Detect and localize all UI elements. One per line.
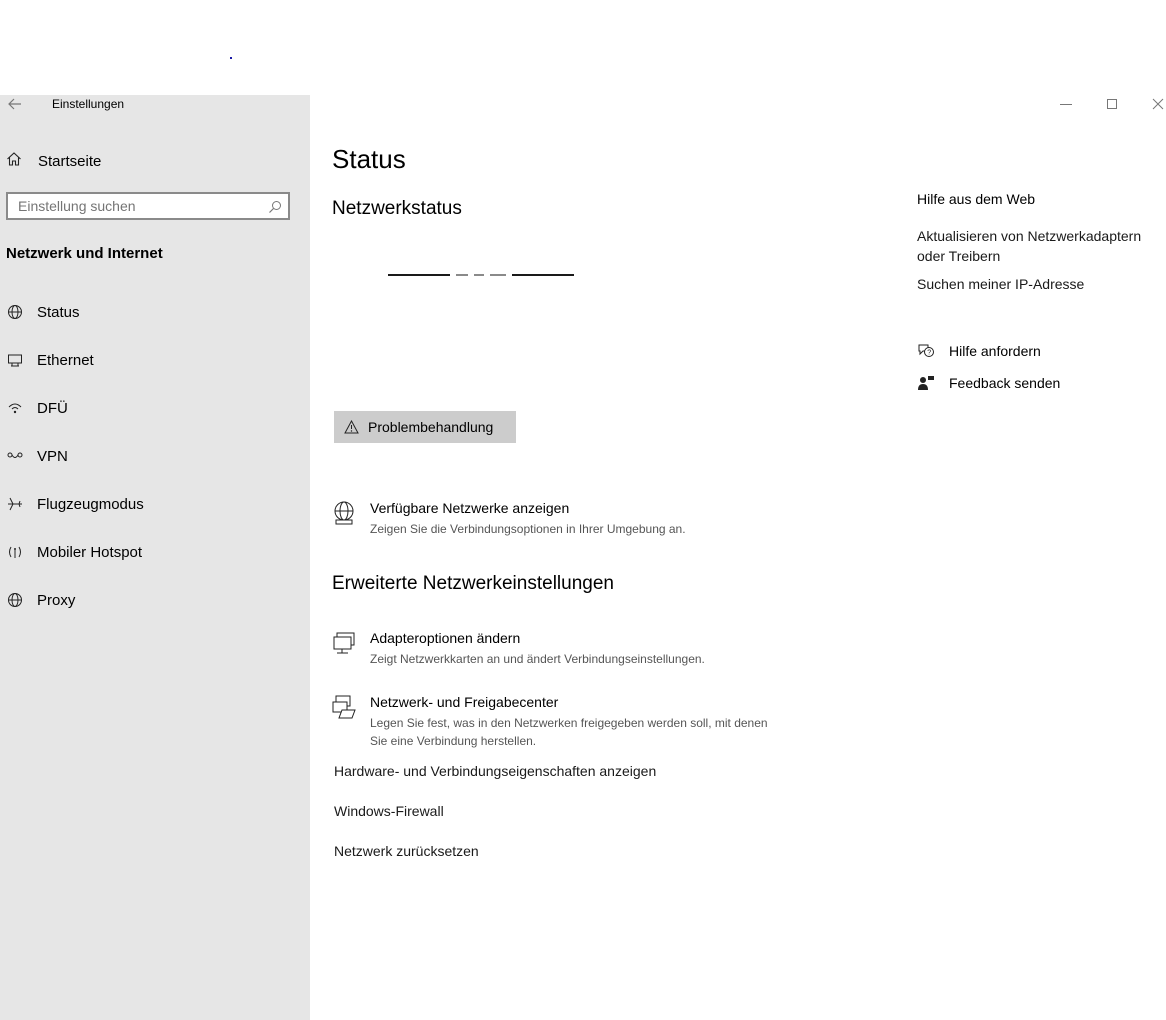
available-networks-option[interactable] — [332, 500, 782, 540]
home-icon — [6, 151, 22, 172]
search-box[interactable] — [6, 192, 290, 220]
help-heading: Hilfe aus dem Web — [917, 191, 1036, 207]
svg-text:?: ? — [927, 349, 932, 357]
sidebar-item-label: VPN — [37, 447, 68, 465]
sidebar-item-status[interactable] — [6, 300, 306, 324]
option-title: Adapteroptionen ändern — [370, 630, 521, 646]
network-reset-link[interactable]: Netzwerk zurücksetzen — [334, 843, 479, 859]
connection-dash — [490, 274, 506, 276]
sidebar-item-vpn[interactable] — [6, 444, 306, 468]
vpn-icon — [6, 447, 24, 465]
cursor-dot — [230, 57, 232, 59]
sidebar-item-label: Status — [37, 303, 80, 321]
sharing-center-option[interactable] — [332, 694, 782, 750]
adapter-options-option[interactable] — [332, 630, 782, 670]
page-title: Status — [332, 144, 406, 174]
home-nav[interactable] — [6, 150, 101, 172]
desktop-band — [0, 0, 1166, 95]
help-link-update-adapters[interactable]: Aktualisieren von Netzwerkadaptern oder Treibern — [917, 228, 1142, 264]
sidebar-item-airplane[interactable] — [6, 492, 306, 516]
feedback-label: Feedback senden — [949, 375, 1061, 391]
connection-line-left — [388, 274, 450, 276]
advanced-heading: Erweiterte Netzwerkeinstellungen — [332, 573, 614, 594]
feedback-icon — [917, 375, 935, 391]
sidebar-item-label: DFÜ — [37, 399, 68, 417]
warning-icon — [344, 420, 359, 434]
hardware-properties-link[interactable]: Hardware- und Verbindungseigenschaften anzeigen — [334, 763, 657, 779]
sidebar-item-hotspot[interactable] — [6, 540, 306, 564]
feedback-link[interactable] — [917, 373, 1060, 393]
windows-firewall-link[interactable]: Windows-Firewall — [334, 803, 444, 819]
sidebar-item-label: Proxy — [37, 591, 76, 609]
globe-icon — [6, 591, 24, 609]
section-title: Netzwerk und Internet — [6, 245, 163, 262]
sidebar-item-dfu[interactable] — [6, 396, 306, 420]
airplane-icon — [6, 495, 24, 513]
get-help-label: Hilfe anfordern — [949, 343, 1041, 359]
minimize-icon[interactable] — [1056, 96, 1076, 112]
search-input[interactable] — [18, 198, 258, 214]
back-arrow-icon[interactable] — [6, 96, 24, 112]
home-label: Startseite — [38, 152, 102, 170]
sidebar-item-ethernet[interactable] — [6, 348, 306, 372]
connection-dash — [456, 274, 468, 276]
globe-status-icon — [6, 303, 24, 321]
troubleshoot-button[interactable] — [334, 411, 516, 443]
sidebar-item-proxy[interactable] — [6, 588, 306, 612]
sidebar-item-label: Ethernet — [37, 351, 94, 369]
option-desc: Zeigen Sie die Verbindungsoptionen in Ihrer Umgebung an. — [370, 522, 686, 536]
get-help-link[interactable] — [917, 341, 1041, 361]
dialup-icon — [6, 399, 24, 417]
option-title: Netzwerk- und Freigabecenter — [370, 694, 559, 710]
app-title: Einstellungen — [52, 97, 125, 111]
hotspot-icon — [6, 543, 24, 561]
option-desc: Zeigt Netzwerkkarten an und ändert Verbindungseinstellungen. — [370, 652, 705, 666]
help-link-find-ip[interactable]: Suchen meiner IP-Adresse — [917, 276, 1085, 292]
search-icon[interactable] — [268, 200, 282, 219]
adapter-icon — [332, 630, 358, 656]
connection-line-right — [512, 274, 574, 276]
troubleshoot-label: Problembehandlung — [368, 419, 494, 435]
network-globe-icon — [332, 500, 358, 526]
ethernet-icon — [6, 351, 24, 369]
option-title: Verfügbare Netzwerke anzeigen — [370, 500, 570, 516]
maximize-icon[interactable] — [1102, 96, 1122, 112]
option-desc: Legen Sie fest, was in den Netzwerken freigegeben werden soll, mit denen Sie eine Verbindung herstellen. — [370, 716, 768, 748]
chat-help-icon — [917, 343, 935, 359]
close-icon[interactable] — [1148, 96, 1166, 112]
sidebar-item-label: Mobiler Hotspot — [37, 543, 143, 561]
connection-dash — [474, 274, 484, 276]
sharing-center-icon — [332, 694, 358, 720]
sidebar-item-label: Flugzeugmodus — [37, 495, 144, 513]
network-status-heading: Netzwerkstatus — [332, 198, 462, 219]
